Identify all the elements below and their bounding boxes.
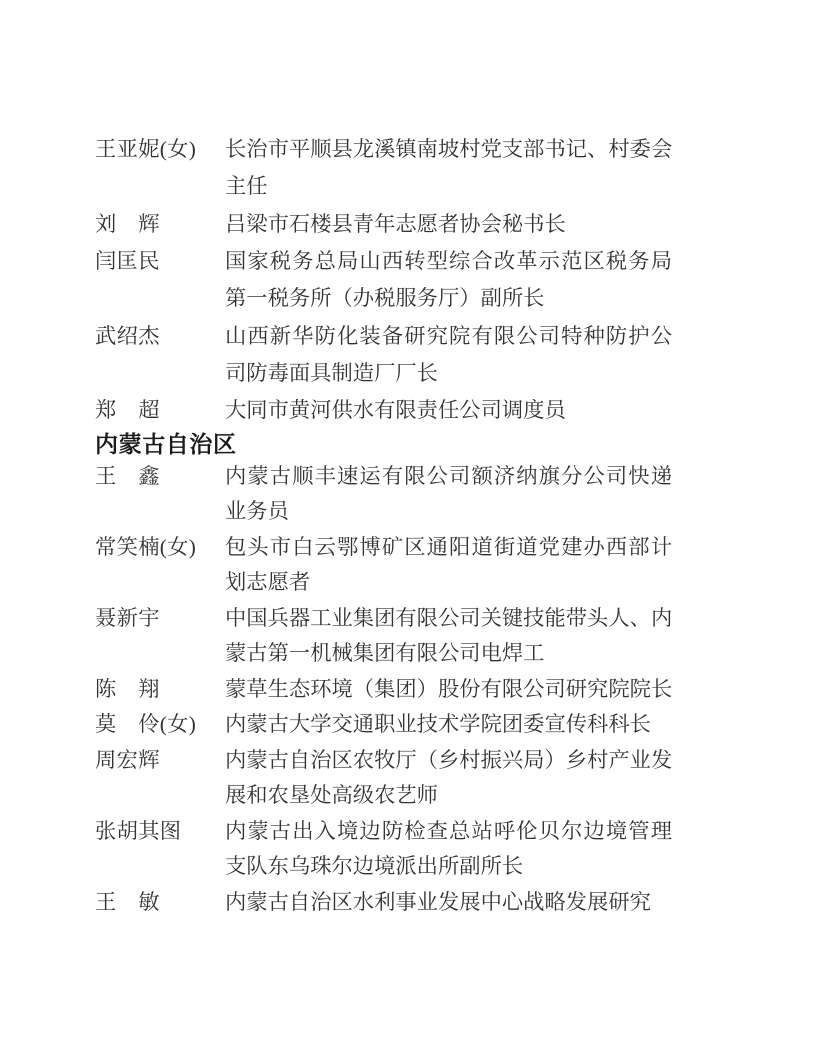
name-position-list [95,131,776,920]
position-line: 蒙草生态环境（集团）股份有限公司研究院院长 [225,676,673,701]
person-position [225,131,672,206]
list-item [95,672,776,708]
section-continued [95,131,776,430]
list-item [95,206,776,243]
list-item [95,243,776,318]
list-item [95,743,776,814]
person-name: 刘 辉 [95,211,160,236]
list-item [95,459,776,530]
list-item [95,318,776,393]
list-item [95,707,776,743]
position-line: 吕梁市石楼县青年志愿者协会秘书长 [225,211,566,236]
position-line: 蒙古第一机械集团有限公司电焊工 [225,641,545,666]
position-line: 展和农垦处高级农艺师 [225,783,438,808]
person-name: 王 敏 [95,889,160,914]
person-name: 王 鑫 [95,463,160,488]
position-line: 国家税务总局山西转型综合改革示范区税务局 [225,248,672,273]
position-line: 主任 [225,174,268,199]
person-position [225,318,672,393]
person-position [225,743,672,814]
person-name: 陈 翔 [95,676,160,701]
position-line: 内蒙古顺丰速运有限公司额济纳旗分公司快递 [225,463,672,488]
list-item [95,530,776,601]
position-line: 山西新华防化装备研究院有限公司特种防护公 [225,323,672,348]
person-name: 聂新宇 [95,605,160,630]
person-position [225,814,672,885]
person-position [225,672,672,708]
person-name: 张胡其图 [95,818,182,843]
person-name: 常笑楠(女) [95,534,197,559]
position-line: 长治市平顺县龙溪镇南坡村党支部书记、村委会 [225,137,673,161]
position-line: 内蒙古大学交通职业技术学院团委宣传科科长 [225,712,651,737]
position-line: 划志愿者 [225,570,311,595]
position-line: 支队东乌珠尔边境派出所副所长 [225,854,524,879]
person-position [225,885,672,921]
list-item [95,392,776,429]
position-line: 内蒙古出入境边防检查总站呼伦贝尔边境管理 [225,818,672,843]
person-name: 武绍杰 [95,323,160,348]
person-position [225,243,672,318]
position-line: 业务员 [225,499,289,524]
position-line: 包头市白云鄂博矿区通阳道街道党建办西部计 [225,534,672,559]
person-name: 郑 超 [95,398,160,423]
person-name: 王亚妮(女) [95,137,197,161]
person-position [225,459,672,530]
position-line: 大同市黄河供水有限责任公司调度员 [225,398,566,423]
position-line: 内蒙古自治区农牧厅（乡村振兴局）乡村产业发 [225,747,673,772]
list-item [95,885,776,921]
section-inner-mongolia [95,430,776,921]
section-header: 内蒙古自治区 [95,430,237,457]
person-position [225,601,672,672]
position-line: 内蒙古自治区水利事业发展中心战略发展研究 [225,889,651,914]
person-name: 周宏辉 [95,747,160,772]
list-item [95,814,776,885]
person-position [225,392,672,429]
person-position [225,707,672,743]
position-line: 第一税务所（办税服务厅）副所长 [225,286,545,311]
list-item [95,601,776,672]
person-name: 闫匡民 [95,248,160,273]
person-position [225,530,672,601]
person-position [225,206,672,243]
position-line: 司防毒面具制造厂厂长 [225,360,438,385]
person-name: 莫 伶(女) [95,712,197,737]
list-item [95,131,776,206]
position-line: 中国兵器工业集团有限公司关键技能带头人、内 [225,605,673,630]
